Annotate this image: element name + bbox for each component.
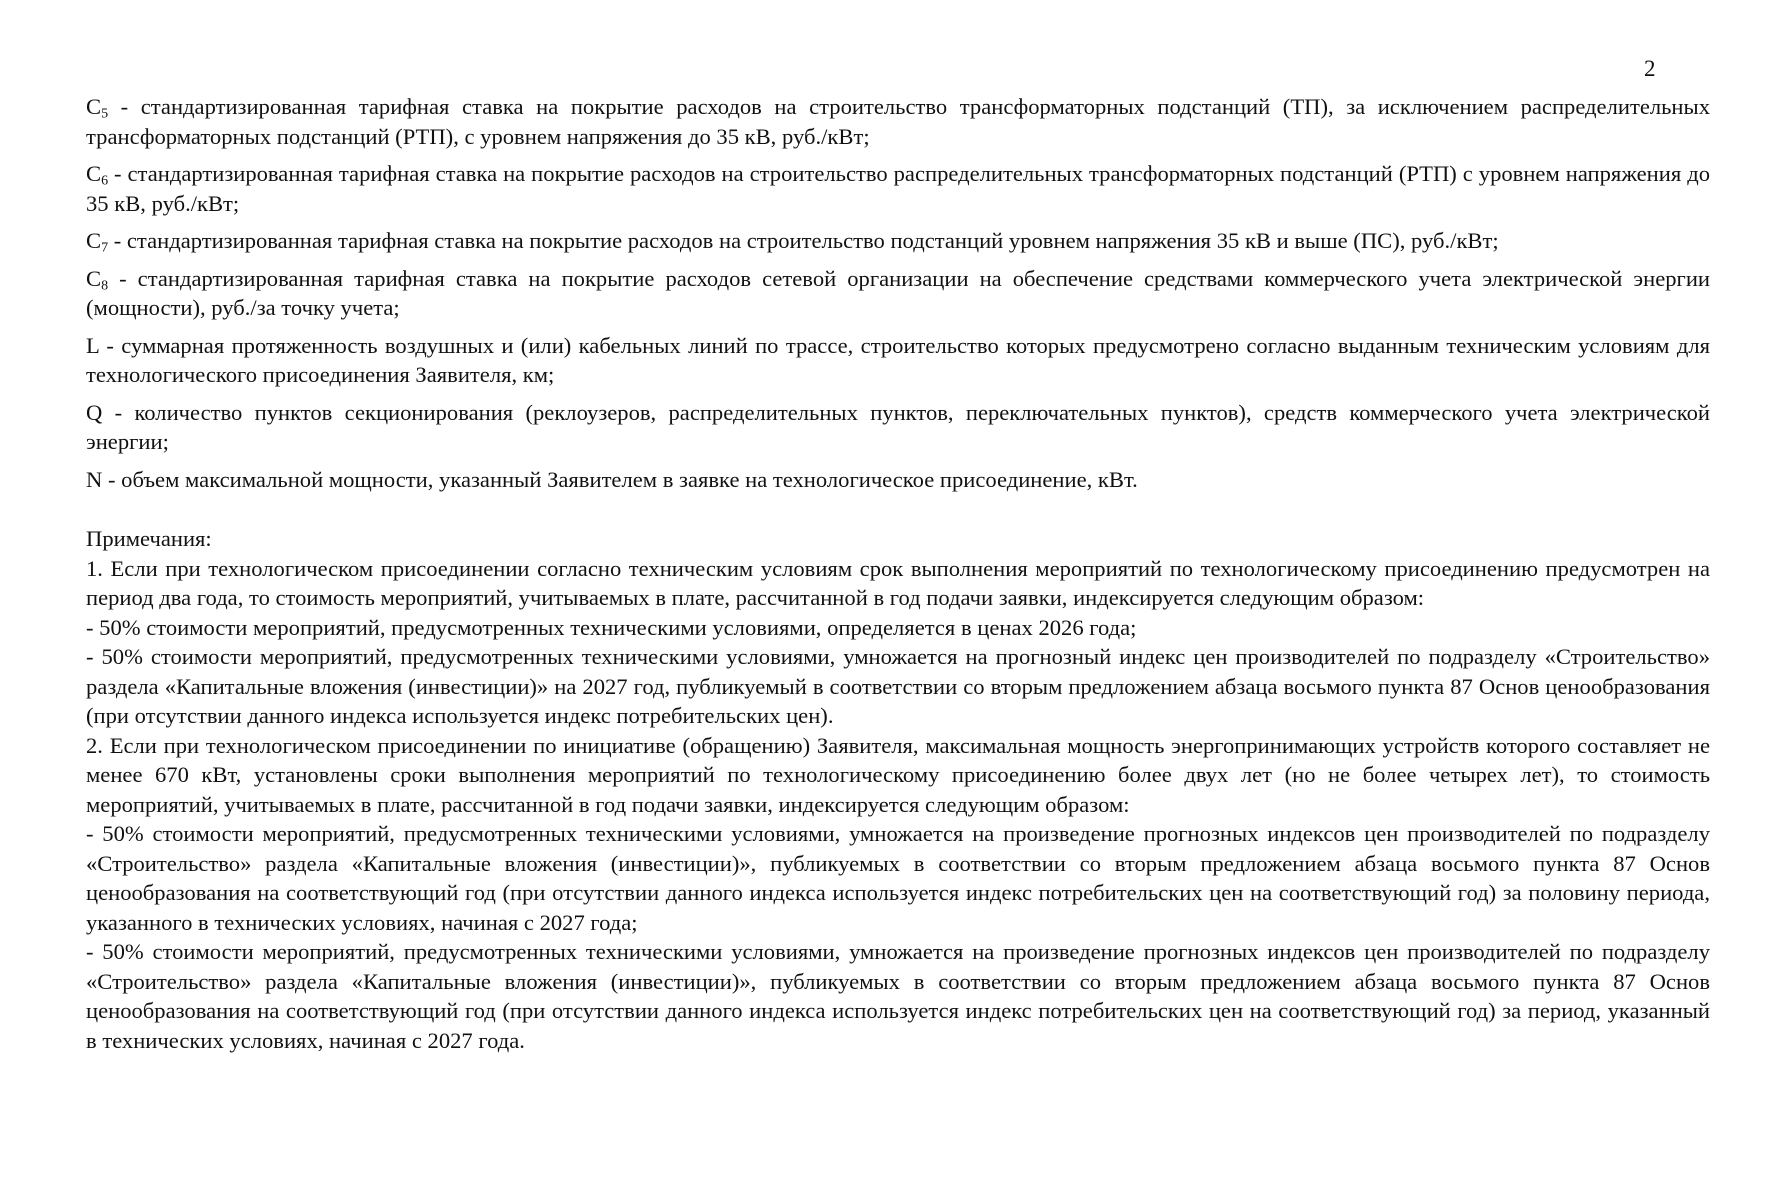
definition-c7	[86, 226, 1710, 256]
definition-c5	[86, 92, 1710, 151]
definition-text: - стандартизированная тарифная ставка на покрытие расходов на строительство подстанций уровнем напряжения 35 кВ и выше (ПС), руб./кВт;	[108, 228, 1499, 253]
definition-q	[86, 398, 1710, 457]
note-paragraph: - 50% стоимости мероприятий, предусмотренных техническими условиями, умножается на произведение прогнозных индексов цен производителей по подразделу «Строительство» раздела «Капитальные вложения (инвестиции)», публикуемых в соответствии со вторым предложением абзаца восьмого пункта 87 Основ ценообразования на соответствующий год (при отсутствии данного индекса используется индекс потребительских цен на соответствующий год) за половину периода, указанного в технических условиях, начиная с 2027 года;	[86, 821, 1710, 935]
definition-l	[86, 331, 1710, 390]
symbol-q: Q	[86, 399, 103, 425]
notes-heading: Примечания:	[86, 526, 212, 551]
symbol-c6: $C_6$	[86, 161, 109, 189]
definition-text: - объем максимальной мощности, указанный Заявителем в заявке на технологическое присоединение, кВт.	[102, 466, 1138, 492]
page-number: 2	[1644, 56, 1656, 81]
symbol-l: L	[86, 332, 99, 358]
note-paragraph: 1. Если при технологическом присоединении согласно техническим условиям срок выполнения мероприятий по технологическому присоединению предусмотрен на период два года, то стоимость мероприятий, учитываемых в плате, рассчитанной в год подачи заявки, индексируется следующим образом:	[86, 555, 1710, 610]
definition-text: - суммарная протяженность воздушных и (или) кабельных линий по трассе, строительство которых предусмотрено согласно выданным техническим условиям для технологического присоединения Заявителя, км;	[86, 332, 1710, 387]
note-paragraph: - 50% стоимости мероприятий, предусмотренных техническими условиями, умножается на произведение прогнозных индексов цен производителей по подразделу «Строительство» раздела «Капитальные вложения (инвестиции)», публикуемых в соответствии со вторым предложением абзаца восьмого пункта 87 Основ ценообразования на соответствующий год (при отсутствии данного индекса используется индекс потребительских цен на соответствующий год) за период, указанный в технических условиях, начиная с 2027 года.	[86, 939, 1710, 1053]
note-paragraph: - 50% стоимости мероприятий, предусмотренных техническими условиями, умножается на прогнозный индекс цен производителей по подразделу «Строительство» раздела «Капитальные вложения (инвестиции)» на 2027 год, публикуемый в соответствии со вторым предложением абзаца восьмого пункта 87 Основ ценообразования (при отсутствии данного индекса используется индекс потребительских цен).	[86, 644, 1710, 728]
note-paragraph: - 50% стоимости мероприятий, предусмотренных техническими условиями, определяется в ценах 2026 года;	[86, 614, 1137, 640]
document-body	[86, 92, 1710, 1055]
definition-n	[86, 465, 1710, 495]
definition-text: - стандартизированная тарифная ставка на покрытие расходов на строительство распределительных трансформаторных подстанций (РТП) с уровнем напряжения до 35 кВ, руб./кВт;	[86, 161, 1710, 216]
note-paragraph: 2. Если при технологическом присоединении по инициативе (обращению) Заявителя, максимальная мощность энергопринимающих устройств которого составляет не менее 670 кВт, установлены сроки выполнения мероприятий по технологическому присоединению более двух лет (но не более четырех лет), то стоимость мероприятий, учитываемых в плате, рассчитанной в год подачи заявки, индексируется следующим образом:	[86, 732, 1710, 817]
definition-text: - количество пунктов секционирования (реклоузеров, распределительных пунктов, переключательных пунктов), средств коммерческого учета электрической энергии;	[86, 399, 1710, 454]
symbol-c5: $C_5$	[86, 94, 109, 122]
definition-c8	[86, 264, 1710, 323]
symbol-c8: $C_8$	[86, 265, 109, 293]
symbol-n: N	[86, 466, 103, 492]
symbol-c7: $C_7$	[86, 228, 109, 256]
definition-text: - стандартизированная тарифная ставка на покрытие расходов сетевой организации на обеспечение средствами коммерческого учета электрической энергии (мощности), руб./за точку учета;	[86, 265, 1710, 320]
notes-section	[86, 524, 1710, 1055]
definition-text: - стандартизированная тарифная ставка на покрытие расходов на строительство трансформаторных подстанций (ТП), за исключением распределительных трансформаторных подстанций (РТП), с уровнем напряжения до 35 кВ, руб./кВт;	[86, 94, 1710, 149]
definition-c6	[86, 159, 1710, 218]
